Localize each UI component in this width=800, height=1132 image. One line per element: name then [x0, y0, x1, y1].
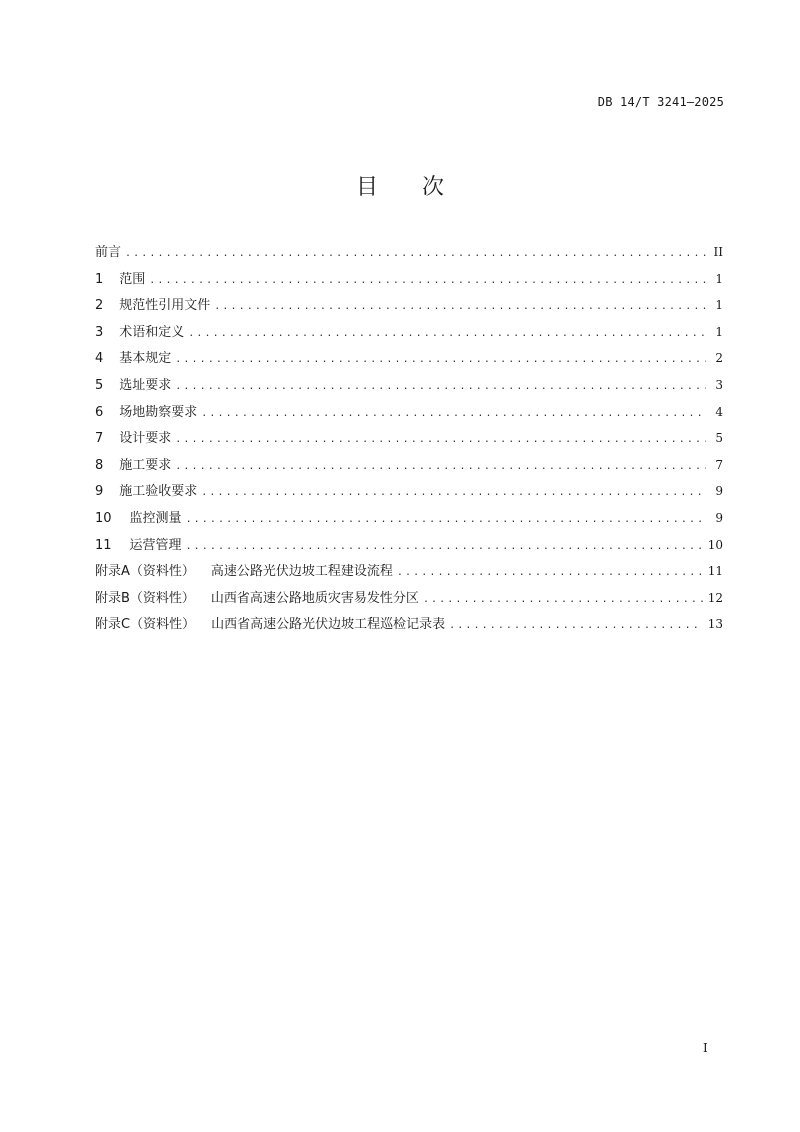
toc-entry-6[interactable] — [95, 401, 723, 428]
toc-entry-page: 1 — [715, 324, 723, 339]
toc-entry-page: 7 — [715, 457, 723, 472]
toc-entry-label: 术语和定义 — [119, 324, 185, 340]
toc-entry-number: 6 — [95, 404, 104, 420]
page-title: 目次 — [355, 175, 488, 200]
toc-entry-label: 范围 — [119, 271, 146, 287]
toc-entry-label: 施工验收要求 — [119, 484, 198, 500]
toc-entry-number: 7 — [95, 431, 104, 447]
toc-entry-label: 设计要求 — [119, 431, 172, 447]
toc-entry-appendix-b[interactable] — [95, 587, 723, 614]
toc-leader-dots — [423, 594, 703, 605]
toc-entry-page: 9 — [715, 510, 723, 525]
toc-entry-page: 13 — [707, 617, 723, 632]
toc-entry-number: 11 — [95, 537, 112, 553]
toc-appendix-label: 附录B（资料性） — [95, 590, 195, 606]
toc-appendix-label: 附录A（资料性） — [95, 564, 195, 580]
toc-appendix-title: 山西省高速公路光伏边坡工程巡检记录表 — [211, 617, 446, 633]
toc-entry-5[interactable] — [95, 374, 723, 401]
toc-entry-page: II — [713, 245, 723, 259]
table-of-contents — [95, 241, 723, 640]
toc-entry-label: 规范性引用文件 — [119, 298, 211, 314]
toc-leader-dots — [175, 461, 706, 472]
toc-entry-page: 1 — [715, 298, 723, 313]
toc-entry-appendix-c[interactable] — [95, 613, 723, 640]
toc-entry-10[interactable] — [95, 507, 723, 534]
toc-leader-dots — [214, 301, 706, 312]
toc-leader-dots — [175, 354, 706, 365]
toc-entry-9[interactable] — [95, 480, 723, 507]
toc-leader-dots — [175, 381, 706, 392]
toc-entry-3[interactable] — [95, 321, 723, 348]
toc-entry-page: 4 — [715, 404, 723, 419]
toc-entry-label: 选址要求 — [119, 377, 172, 393]
toc-entry-label: 施工要求 — [119, 457, 172, 473]
toc-entry-page: 9 — [715, 484, 723, 499]
toc-entry-number: 9 — [95, 484, 104, 500]
toc-entry-page: 2 — [715, 351, 723, 366]
toc-entry-foreword[interactable] — [95, 241, 723, 268]
toc-entry-label: 监控测量 — [129, 510, 182, 526]
toc-entry-11[interactable] — [95, 534, 723, 561]
toc-leader-dots — [201, 487, 706, 498]
toc-entry-label: 运营管理 — [129, 537, 182, 553]
toc-leader-dots — [397, 567, 703, 578]
toc-entry-label: 前言 — [95, 245, 122, 260]
toc-entry-number: 10 — [95, 510, 112, 526]
toc-entry-1[interactable] — [95, 268, 723, 295]
page-number: I — [703, 1041, 708, 1055]
toc-entry-number: 1 — [95, 271, 104, 287]
toc-entry-4[interactable] — [95, 347, 723, 374]
toc-leader-dots — [186, 541, 703, 552]
toc-entry-page: 10 — [707, 537, 723, 552]
toc-entry-page: 5 — [715, 431, 723, 446]
toc-leader-dots — [186, 514, 706, 525]
toc-entry-number: 2 — [95, 298, 104, 314]
toc-entry-label: 基本规定 — [119, 351, 172, 367]
toc-appendix-title: 高速公路光伏边坡工程建设流程 — [210, 564, 393, 580]
toc-entry-number: 4 — [95, 351, 104, 367]
toc-appendix-label: 附录C（资料性） — [95, 617, 196, 633]
toc-leader-dots — [125, 248, 706, 259]
toc-leader-dots — [149, 275, 706, 286]
toc-leader-dots — [175, 434, 706, 445]
toc-entry-number: 5 — [95, 377, 104, 393]
toc-leader-dots — [449, 620, 703, 631]
toc-entry-number: 8 — [95, 457, 104, 473]
toc-entry-2[interactable] — [95, 294, 723, 321]
toc-entry-page: 12 — [707, 590, 723, 605]
toc-entry-appendix-a[interactable] — [95, 560, 723, 587]
toc-entry-page: 3 — [715, 377, 723, 392]
toc-entry-8[interactable] — [95, 454, 723, 481]
toc-appendix-title: 山西省高速公路地质灾害易发性分区 — [210, 590, 419, 606]
toc-leader-dots — [188, 328, 706, 339]
toc-entry-page: 1 — [715, 271, 723, 286]
toc-entry-page: 11 — [707, 564, 723, 579]
document-code: DB 14/T 3241—2025 — [597, 95, 724, 109]
toc-entry-number: 3 — [95, 324, 104, 340]
toc-entry-7[interactable] — [95, 427, 723, 454]
toc-entry-label: 场地勘察要求 — [119, 404, 198, 420]
toc-leader-dots — [201, 408, 706, 419]
